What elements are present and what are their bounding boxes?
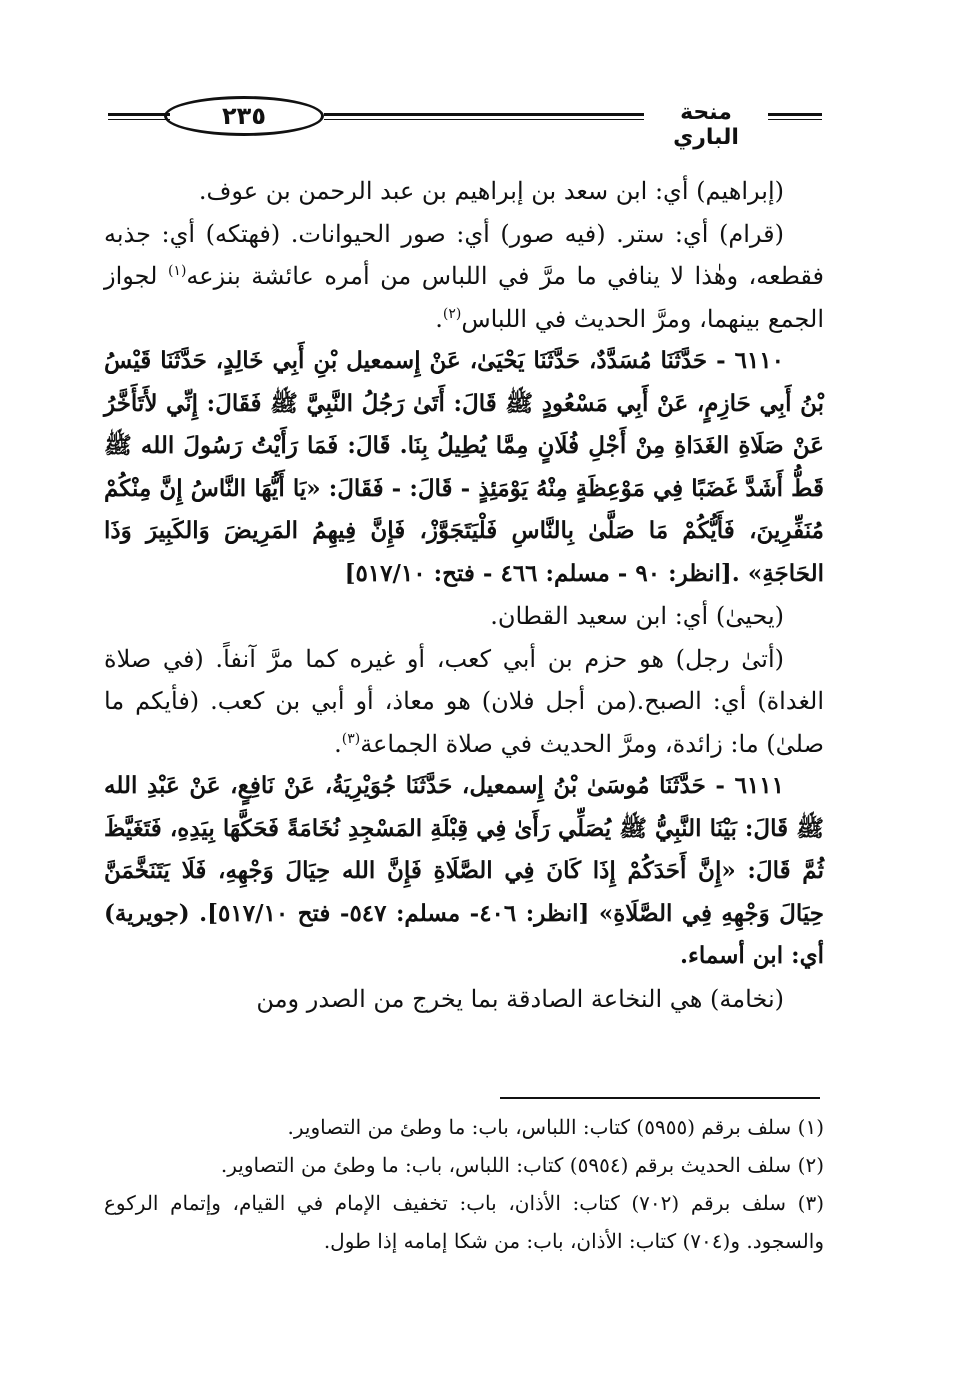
header-rule-middle [324,113,644,120]
footnote-ref: (٣) [341,730,361,747]
commentary-paragraph: (إبراهيم) أي: ابن سعد بن إبراهيم بن عبد الرحمن بن عوف. [198,177,784,205]
commentary-paragraph [104,213,824,341]
commentary-paragraph: (يحيىٰ) أي: ابن سعيد القطان. [490,602,784,630]
hadith-text: ٦١١١ - حَدَّثَنَا مُوسَىٰ بْنُ إِسمعيل، حَدَّثَنَا جُوَيْرِيَةُ، عَنْ نَافِعٍ، عَنْ عَبْدِ الله ﷺ قَالَ: بَيْنَا النَّبِيُّ ﷺ يُصَلِّي رَأَىٰ فِي قِبْلَةِ المَسْجِدِ نُخَامَةً فَحَكَّهَا بِيَدِهِ، فَتَغَيَّظَ ثُمَّ قَالَ: «إِنَّ أَحَدَكُمْ إِذَا كَانَ فِي الصَّلَاةِ فَإِنَّ الله حِيَالَ وَجْهِهِ، فَلَا يَتَنَخَّمَنَّ حِيَالَ وَجْهِهِ فِي الصَّلَاةِ» [انظر: ٤٠٦- مسلم: ٥٤٧- فتح ٥١٧/١٠]. (جويرية) أي: ابن أسماء. [104,772,825,969]
footnote-ref: (٢) [442,305,462,322]
footnote-ref: (١) [167,263,187,279]
page-number: ٢٣٥ [164,96,324,136]
footnote: (١) سلف برقم (٥٩٥٥) كتاب: اللباس، باب: ما وطئ من التصاوير. [287,1115,824,1139]
main-text [104,170,824,1020]
header-rule-right [768,113,822,120]
commentary-text: (قرام) أي: ستر. (فيه صور) أي: صور الحيوانات. (فهتكه) أي: جذبه فقطعه، وهٰذا لا ينافي ما مرَّ في اللباس من أمره عائشة بنزعه [104,219,825,290]
book-title: منحة الباري [673,100,739,150]
commentary-text: . [435,304,443,333]
commentary-paragraph [104,638,824,766]
footnote: (٢) سلف الحديث برقم (٥٩٥٤) كتاب: اللباس، باب: ما وطئ من التصاوير. [220,1153,824,1177]
footnote: (٣) سلف برقم (٧٠٢) كتاب: الأذان، باب: تخفيف الإمام في القيام، وإتمام الركوع والسجود. و(٧٠٤) كتاب: الأذان، باب: من شكا إمامه إذا طول. [104,1191,824,1253]
commentary-text: (أتىٰ رجل) هو حزم بن أبي كعب، أو غيره كما مرَّ آنفاً. (في صلاة الغداة) أي: الصبح.(من أجل فلان) هو معاذ، أو أبي بن كعب. (فأيكم ما صلىٰ) ما: زائدة، ومرَّ الحديث في صلاة الجماعة [104,644,824,758]
hadith-text: ٦١١٠ - حَدَّثَنَا مُسَدَّدٌ، حَدَّثَنَا يَحْيَىٰ، عَنْ إِسمعيل بْنِ أَبِي خَالِدٍ، حَدَّثَنَا قَيْسُ بْنُ أَبِي حَازِمٍ، عَنْ أَبِي مَسْعُودٍ ﷺ قَالَ: أَتَىٰ رَجُلُ النَّبِيَّ ﷺ فَقَالَ: إِنِّي لأَتَأَخَّرُ عَنْ صَلَاةِ الغَدَاةِ مِنْ أَجْلِ فُلَانٍ مِمَّا يُطِيلُ بِنَا. قَالَ: فَمَا رَأَيْتُ رَسُولَ الله ﷺ قَطُّ أَشَدَّ غَضَبًا فِي مَوْعِظَةٍ مِنْهُ يَوْمَئِذٍ - قَالَ: - فَقَالَ: «يَا أَيُّهَا النَّاسُ إِنَّ مِنْكُمْ مُنَفِّرِينَ، فَأَيُّكُمْ مَا صَلَّىٰ بِالنَّاسِ فَلْيَتَجَوَّزْ، فَإِنَّ فِيهِمُ المَرِيضَ وَالكَبِيرَ وَذَا الحَاجَةِ» .[انظر: ٩٠ - مسلم: ٤٦٦ - فتح: ٥١٧/١٠] [104,347,824,587]
footnote-divider [500,1097,820,1099]
footnotes [104,1108,824,1260]
commentary-text: . [334,729,342,758]
header-rule-left [108,113,170,120]
commentary-text: لجواز الجمع بينهما، ومرَّ الحديث في اللباس [104,262,824,333]
page-header [108,92,822,150]
commentary-paragraph: (نخامة) هي النخاعة الصادقة بما يخرج من الصدر ومن [256,984,784,1013]
